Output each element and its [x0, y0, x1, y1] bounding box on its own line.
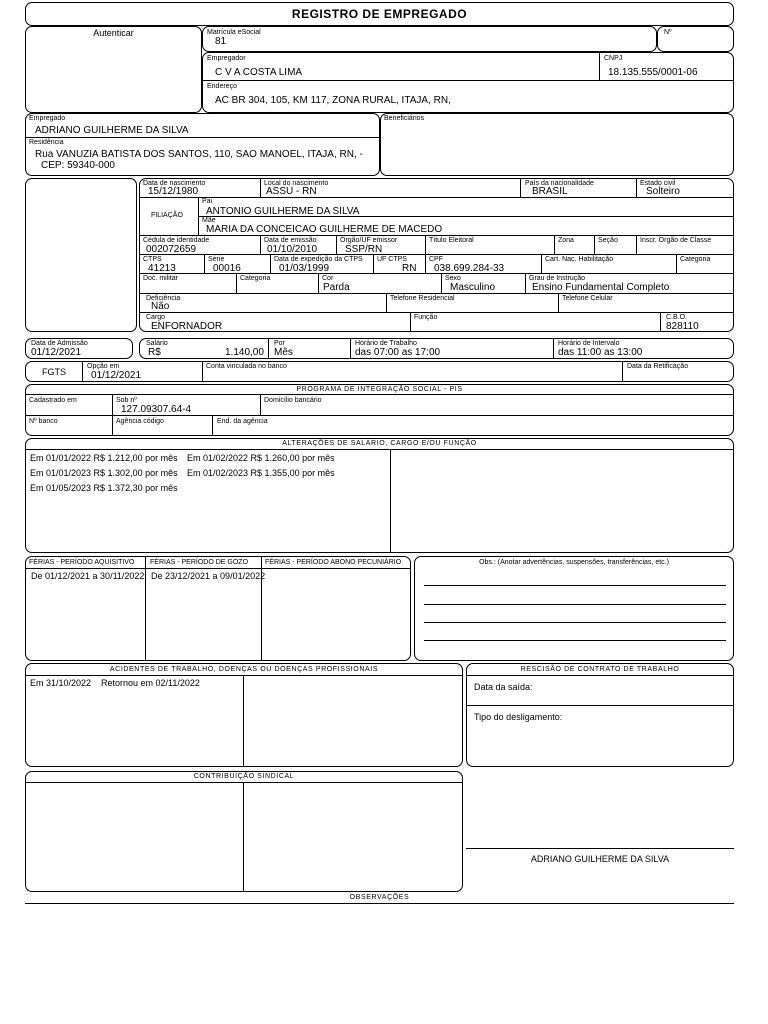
retificacao-label: Data da Retificação: [627, 363, 689, 370]
nasc-value: 15/12/1980: [148, 186, 199, 197]
docmil-label: Doc. militar: [143, 275, 179, 282]
banco-label: Nº banco: [29, 418, 58, 425]
funcao-label: Função: [414, 314, 438, 321]
cpf-label: CPF: [429, 256, 443, 263]
emissao-value: 01/10/2010: [267, 244, 318, 255]
serie-label: Série: [208, 256, 225, 263]
orgao-label: Órgão/UF emissor: [340, 237, 398, 244]
exped-label: Data de expedição da CTPS: [274, 256, 363, 263]
gozo-label: FÉRIAS - PERÍODO DE GOZO: [150, 559, 249, 566]
abono-label: FÉRIAS - PERÍODO ABONO PECUNIÁRIO: [265, 559, 402, 566]
opcao-label: Opção em: [87, 363, 120, 370]
telcel-label: Telefone Celular: [562, 295, 613, 302]
cnh-label: Cart. Nac. Habilitação: [545, 256, 614, 263]
agencia-label: Agência código: [116, 418, 164, 425]
serie-value: 00016: [213, 263, 241, 274]
alteracao-item-1: Em 01/01/2022 R$ 1.212,00 por mês: [30, 453, 178, 463]
rescisao-title: RESCISÃO DE CONTRATO DE TRABALHO: [520, 666, 680, 673]
endereco-label: Endereço: [207, 83, 237, 90]
exped-value: 01/03/1999: [279, 263, 330, 274]
mae-value: MARIA DA CONCEICAO GUILHERME DE MACEDO: [206, 224, 443, 235]
matricula-label: Matrícula eSocial: [207, 29, 261, 36]
obs-label: Obs.: (Anotar advertências, suspensões, transferências, etc.): [479, 559, 669, 566]
civil-value: Solteiro: [646, 186, 680, 197]
grau-label: Grau de Instrução: [529, 275, 586, 282]
sexo-label: Sexo: [445, 275, 461, 282]
pais-value: BRASIL: [532, 186, 568, 197]
salario-label: Salário: [146, 340, 168, 347]
intervalo-label: Horário de Intervalo: [558, 340, 620, 347]
pai-label: Pai: [202, 198, 213, 205]
deficiencia-label: Deficiência: [146, 295, 181, 302]
matricula-value: 81: [215, 36, 227, 47]
local-label: Local do nascimento: [264, 180, 329, 187]
zona-label: Zona: [558, 237, 574, 244]
residencia-label: Residência: [29, 139, 64, 146]
alteracao-item-2: Em 01/02/2022 R$ 1.260,00 por mês: [187, 453, 335, 463]
inscr-label: Inscr. Órgão de Classe: [640, 237, 712, 244]
domicilio-label: Domicílio bancário: [264, 397, 322, 404]
categoria-label: Categoria: [680, 256, 711, 263]
cargo-label: Cargo: [146, 314, 166, 321]
empregado-label: Empregado: [29, 115, 66, 122]
telres-label: Telefone Residencial: [390, 295, 455, 302]
por-value: Mês: [274, 347, 293, 358]
opcao-value: 01/12/2021: [91, 370, 142, 381]
numero-label: Nº: [664, 29, 672, 36]
cnpj-value: 18.135.555/0001-06: [608, 67, 698, 78]
sob-value: 127.09307.64-4: [121, 404, 192, 415]
cnpj-label: CNPJ: [604, 55, 623, 62]
sindical-box: [25, 771, 463, 892]
mae-label: Mãe: [202, 217, 216, 224]
empregado-value: ADRIANO GUILHERME DA SILVA: [35, 125, 189, 136]
alteracoes-title: ALTERAÇÕES DE SALÁRIO, CARGO E/OU FUNÇÃO: [282, 440, 477, 447]
empregador-value: C V A COSTA LIMA: [215, 67, 303, 78]
cargo-value: ENFORNADOR: [151, 321, 223, 332]
sob-label: Sob nº: [116, 397, 137, 404]
acidentes-title: ACIDENTES DE TRABALHO, DOENÇAS OU DOENÇAS PROFISSIONAIS: [109, 666, 379, 673]
empregador-label: Empregador: [207, 55, 246, 62]
alteracao-item-3: Em 01/01/2023 R$ 1.302,00 por mês: [30, 468, 178, 478]
ctps-label: CTPS: [143, 256, 162, 263]
nasc-label: Data de nascimento: [143, 180, 206, 187]
pais-label: País da nacionalidade: [525, 180, 594, 187]
signature-line: [466, 848, 734, 849]
categoria2-label: Categoria: [240, 275, 271, 282]
civil-label: Estado civil: [640, 180, 676, 187]
endereco-value: AC BR 304, 105, KM 117, ZONA RURAL, ITAJA, RN,: [215, 95, 451, 106]
secao-label: Seção: [598, 237, 618, 244]
grau-value: Ensino Fundamental Completo: [532, 282, 670, 293]
alteracao-item-4: Em 01/02/2023 R$ 1.355,00 por mês: [187, 468, 335, 478]
observacoes-title: OBSERVAÇÕES: [349, 894, 410, 901]
local-value: ASSU - RN: [266, 186, 317, 197]
emissao-label: Data de emissão: [264, 237, 317, 244]
residencia-value-2: CEP: 59340-000: [41, 160, 115, 171]
acidente-em: Em 31/10/2022: [30, 678, 92, 688]
orgao-value: SSP/RN: [345, 244, 383, 255]
autenticar-box: [25, 26, 202, 113]
fgts-label: FGTS: [42, 367, 66, 377]
por-label: Por: [274, 340, 285, 347]
obs-box: [414, 556, 734, 661]
deficiencia-value: Não: [151, 301, 170, 312]
cbo-label: C.B.O.: [666, 314, 688, 321]
ci-value: 002072659: [146, 244, 197, 255]
filiacao-label: FILIAÇÃO: [151, 212, 183, 219]
saida-label: Data da saída:: [474, 682, 533, 692]
salario-value: 1.140,00: [225, 347, 264, 358]
beneficiarios-box: [380, 113, 734, 176]
matricula-box: [202, 26, 657, 52]
admissao-label: Data de Admissão: [31, 340, 88, 347]
cbo-value: 828110: [666, 321, 699, 332]
aquisitivo-label: FÉRIAS - PERÍODO AQUISITIVO: [29, 559, 135, 566]
autenticar-label: Autenticar: [93, 28, 134, 38]
horario-value: das 07:00 as 17:00: [355, 347, 441, 358]
admissao-value: 01/12/2021: [31, 347, 82, 358]
cor-value: Parda: [323, 282, 350, 293]
ufctps-label: UF CTPS: [377, 256, 407, 263]
alteracao-item-5: Em 01/05/2023 R$ 1.372,30 por mês: [30, 483, 178, 493]
gozo-value: De 23/12/2021 a 09/01/2022: [151, 571, 266, 581]
cor-label: Cor: [322, 275, 334, 282]
conta-label: Conta vinculada no banco: [206, 363, 287, 370]
intervalo-value: das 11:00 as 13:00: [558, 347, 643, 358]
residencia-value-1: Rua VANUZIA BATISTA DOS SANTOS, 110, SAO MANOEL, ITAJA, RN, -: [35, 149, 363, 160]
ci-label: Cédula de identidade: [143, 237, 210, 244]
horario-label: Horário de Trabalho: [355, 340, 417, 347]
pai-value: ANTONIO GUILHERME DA SILVA: [206, 206, 360, 217]
pis-title: PROGRAMA DE INTEGRAÇÃO SOCIAL - PIS: [296, 386, 463, 393]
aquisitivo-value: De 01/12/2021 a 30/11/2022: [31, 571, 145, 581]
personal-data-box: [139, 178, 734, 332]
titulo-label: Título Eleitoral: [429, 237, 474, 244]
moeda-value: R$: [148, 347, 161, 358]
photo-box: [25, 178, 137, 332]
signature-name: ADRIANO GUILHERME DA SILVA: [530, 854, 670, 864]
beneficiarios-label: Beneficiários: [384, 115, 425, 122]
cpf-value: 038.699.284-33: [434, 263, 505, 274]
sexo-value: Masculino: [450, 282, 496, 293]
ctps-value: 41213: [148, 263, 176, 274]
ufctps-value: RN: [402, 263, 417, 274]
end-agencia-label: End. da agência: [217, 418, 268, 425]
page-title: REGISTRO DE EMPREGADO: [291, 7, 468, 21]
cadastrado-label: Cadastrado em: [29, 397, 77, 404]
sindical-title: CONTRIBUIÇÃO SINDICAL: [193, 773, 295, 780]
tipo-desligamento-label: Tipo do desligamento:: [474, 712, 563, 722]
acidente-retornou: Retornou em 02/11/2022: [101, 678, 200, 688]
